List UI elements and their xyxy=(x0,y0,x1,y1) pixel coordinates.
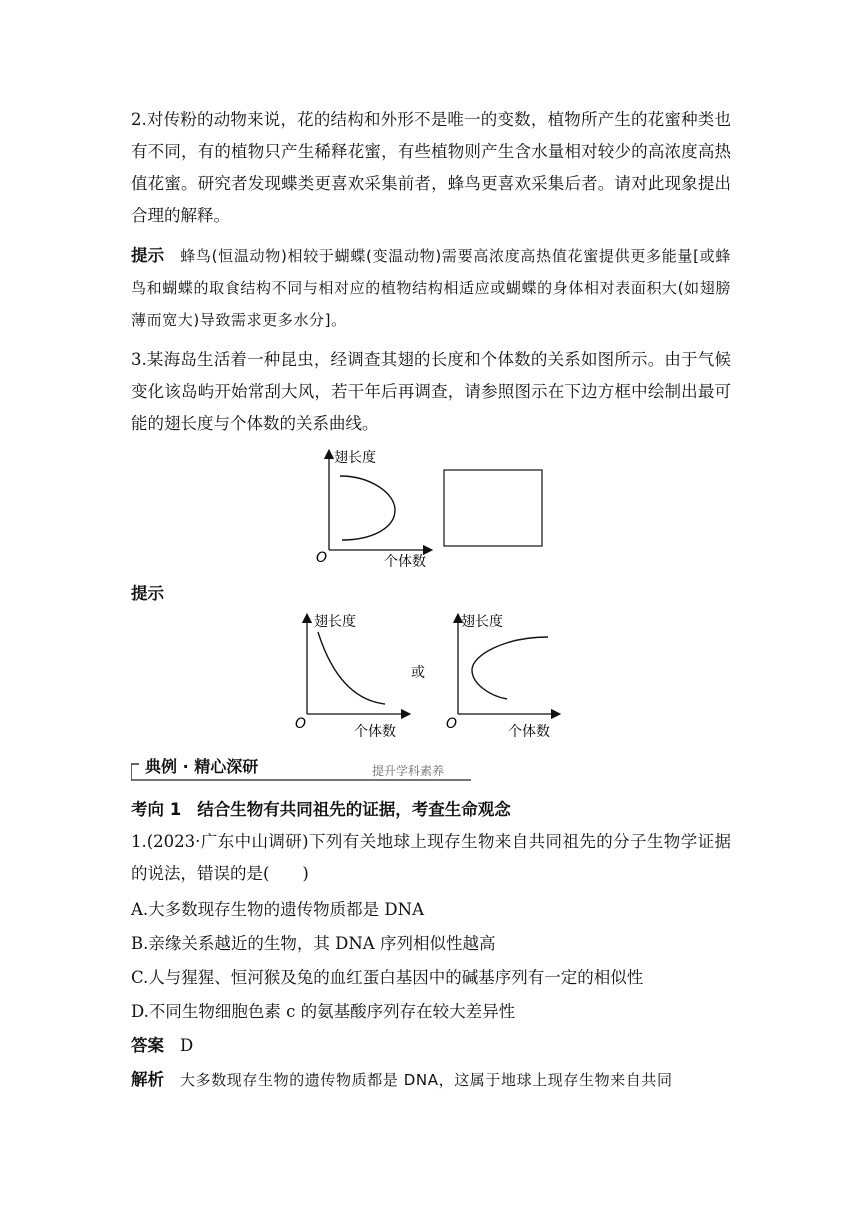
hint-text: 蜂鸟(恒温动物)相较于蝴蝶(变温动物)需要高浓度高热值花蜜提供更多能量[或蜂鸟和蝴蝶的取食结构不同与相对应的植物结构相适应或蝴蝶的身体相对表面积大(如翅膀薄而宽大)导致需求更多水分]。 xyxy=(131,247,731,329)
option-a: A.大多数现存生物的遗传物质都是 DNA xyxy=(131,900,424,919)
question-3-figure xyxy=(310,448,560,574)
direction-label: 考向 1 xyxy=(131,800,182,819)
decreasing-curve xyxy=(318,632,385,704)
analysis-line xyxy=(131,1064,673,1096)
mcq-stem: 1.(2023·广东中山调研)下列有关地球上现存生物来自共同祖先的分子生物学证据的说法，错误的是( ) xyxy=(131,832,731,883)
direction-heading xyxy=(131,794,511,826)
answer-left-ylabel: 翅长度 xyxy=(314,614,356,630)
empty-answer-box xyxy=(444,470,542,546)
c-shaped-curve xyxy=(340,476,395,540)
answer-right-xlabel: 个体数 xyxy=(508,724,550,740)
answer-left-origin: O xyxy=(295,716,307,732)
hint-label: 提示 xyxy=(131,246,165,265)
figure-ylabel: 翅长度 xyxy=(334,450,376,466)
analysis-text: 大多数现存生物的遗传物质都是 DNA，这属于地球上现存生物来自共同 xyxy=(180,1071,673,1089)
answer-line xyxy=(131,1030,193,1062)
answer-figures xyxy=(290,610,570,742)
question-2-hint xyxy=(131,240,731,336)
section-subtitle: 提升学科素养 xyxy=(372,764,445,778)
answer-right-origin: O xyxy=(446,716,458,732)
option-d: D.不同生物细胞色素 c 的氨基酸序列存在较大差异性 xyxy=(131,1002,516,1021)
answer-label: 答案 xyxy=(131,1036,164,1055)
u-shaped-curve xyxy=(472,637,548,699)
direction-text: 结合生物有共同祖先的证据，考查生命观念 xyxy=(197,800,511,819)
option-b: B.亲缘关系越近的生物，其 DNA 序列相似性越高 xyxy=(131,934,496,953)
question-2-text: 2.对传粉的动物来说，花的结构和外形不是唯一的变数，植物所产生的花蜜种类也有不同，有的植物只产生稀释花蜜，有些植物则产生含水量相对较少的高浓度高热值花蜜。研究者发现蝶类更喜欢采集前者，蜂鸟更喜欢采集后者。请对此现象提出合理的解释。 xyxy=(131,110,731,225)
or-text: 或 xyxy=(411,665,425,681)
answer-left-xlabel: 个体数 xyxy=(354,724,396,740)
figure-origin: O xyxy=(316,550,328,566)
figure-xlabel: 个体数 xyxy=(384,554,426,570)
analysis-label: 解析 xyxy=(131,1070,164,1089)
answer-value: D xyxy=(180,1036,194,1055)
option-c: C.人与猩猩、恒河猴及兔的血红蛋白基因中的碱基序列有一定的相似性 xyxy=(131,968,644,987)
question-3-text: 3.某海岛生活着一种昆虫，经调查其翅的长度和个体数的关系如图所示。由于气候变化该岛屿开始常刮大风，若干年后再调查，请参照图示在下边方框中绘制出最可能的翅长度与个体数的关系曲线。 xyxy=(131,350,731,433)
section-title: 典例 · 精心深研 xyxy=(145,757,259,776)
answer-right-ylabel: 翅长度 xyxy=(461,614,503,630)
question-3-hint-label: 提示 xyxy=(131,584,164,603)
